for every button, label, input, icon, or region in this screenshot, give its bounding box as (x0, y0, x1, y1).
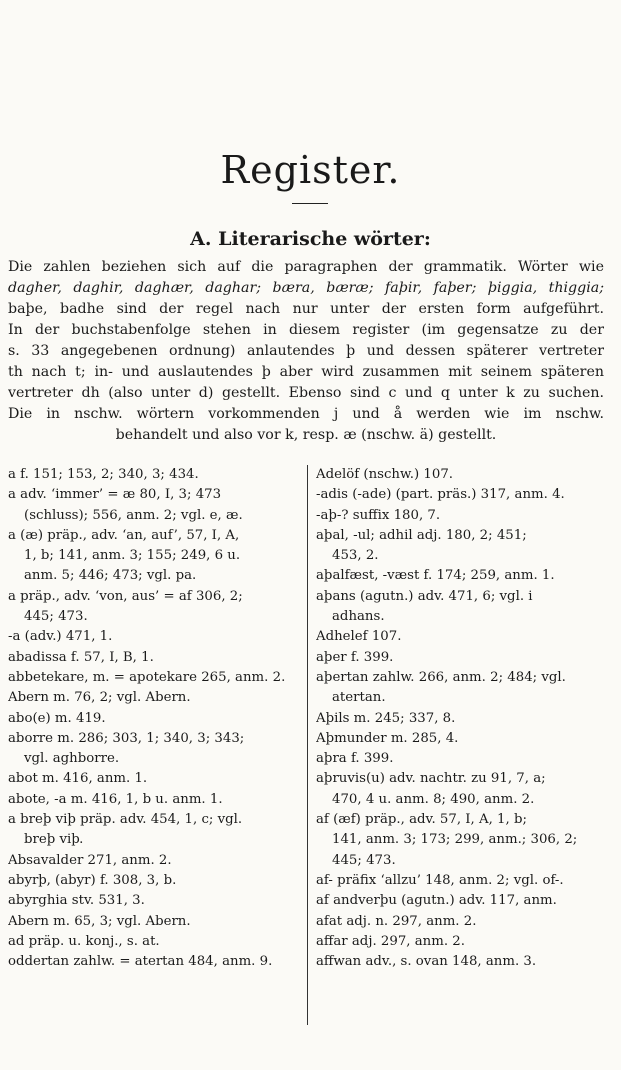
intro-line: s. 33 angegebenen ordnung) anlautendes þ und dessen späterer vertreter (8, 343, 604, 359)
register-entry-line: af andverþu (agutn.) adv. 117, anm. (316, 893, 557, 909)
register-entry-line: aþruvis(u) adv. nachtr. zu 91, 7, a; (316, 771, 546, 787)
register-entry-line: aborre m. 286; 303, 1; 340, 3; 343; (8, 730, 245, 746)
register-entry-line: 470, 4 u. anm. 8; 490, anm. 2. (332, 791, 535, 807)
register-entry-line: abyrþ, (abyr) f. 308, 3, b. (8, 872, 177, 888)
register-entry-line: 445; 473. (24, 609, 88, 625)
register-entry-line: affwan adv., s. ovan 148, anm. 3. (316, 954, 537, 970)
register-entry-line: Abern m. 76, 2; vgl. Abern. (8, 690, 191, 706)
register-entry-line: a (æ) präp., adv. ‘an, auf’, 57, I, A, (8, 527, 240, 543)
register-entry-line: 1, b; 141, anm. 3; 155; 249, 6 u. (24, 548, 241, 564)
register-entry-line: affar adj. 297, anm. 2. (316, 933, 465, 949)
register-entry-line: anm. 5; 446; 473; vgl. pa. (24, 568, 197, 584)
intro-line: Die zahlen beziehen sich auf die paragraphen der grammatik. Wörter wie (8, 259, 604, 275)
intro-line: behandelt und also vor k, resp. æ (nschw. ä) gestellt. (115, 427, 497, 443)
register-entry-line: -aþ-? suffix 180, 7. (316, 507, 441, 523)
register-entry-line: aþans (agutn.) adv. 471, 6; vgl. i (316, 588, 533, 604)
register-entry-line: 445; 473. (332, 852, 396, 868)
register-entry-line: aþal, -ul; adhil adj. 180, 2; 451; (316, 527, 527, 543)
left-column (8, 465, 308, 1025)
register-entry-line: Absavalder 271, anm. 2. (8, 852, 172, 868)
section-heading: A. Literarische wörter: (190, 228, 431, 250)
register-entry-line: Aþils m. 245; 337, 8. (316, 710, 456, 726)
register-entry-line: ad präp. u. konj., s. at. (8, 933, 160, 949)
register-entry-line: a breþ viþ präp. adv. 454, 1, c; vgl. (8, 812, 243, 828)
register-entry-line: abo(e) m. 419. (8, 710, 106, 726)
register-entry-line: oddertan zahlw. = atertan 484, anm. 9. (8, 954, 273, 970)
right-column (308, 465, 608, 1025)
title-rule (292, 203, 328, 204)
register-entry-line: vgl. aghborre. (24, 751, 120, 767)
register-entry-line: breþ viþ. (24, 832, 84, 848)
register-entry-line: abyrghia stv. 531, 3. (8, 893, 145, 909)
register-entry-line: -adis (-ade) (part. präs.) 317, anm. 4. (316, 487, 565, 503)
register-entry-line: Adhelef 107. (316, 629, 402, 645)
register-entry-line: 453, 2. (332, 548, 379, 564)
intro-line: vertreter dh (also unter d) gestellt. Ebenso sind c und q unter k zu suchen. (8, 385, 604, 401)
register-entry-line: a präp., adv. ‘von, aus’ = af 306, 2; (8, 588, 243, 604)
register-entry-line: Aþmunder m. 285, 4. (316, 730, 459, 746)
intro-line: Die in nschw. wörtern vorkommenden j und å werden wie im nschw. (8, 406, 604, 422)
register-entry-line: abote, -a m. 416, 1, b u. anm. 1. (8, 791, 223, 807)
intro-line: dagher, daghir, daghær, daghar; bæra, bæræ; faþir, faþer; þiggia, thiggia; (8, 280, 604, 296)
register-entry-line: aþertan zahlw. 266, anm. 2; 484; vgl. (316, 669, 566, 685)
page-title: Register. (220, 148, 401, 192)
register-entry-line: abot m. 416, anm. 1. (8, 771, 148, 787)
intro-line: baþe, badhe sind der regel nach nur unter der ersten form aufgeführt. (8, 301, 604, 317)
intro-paragraph (8, 257, 604, 446)
register-entry-line: 141, anm. 3; 173; 299, anm.; 306, 2; (332, 832, 578, 848)
register-entry-line: aþra f. 399. (316, 751, 394, 767)
register-entry-line: Abern m. 65, 3; vgl. Abern. (8, 913, 191, 929)
register-entry-line: af (æf) präp., adv. 57, I, A, 1, b; (316, 812, 527, 828)
register-entry-line: a adv. ‘immer’ = æ 80, I, 3; 473 (8, 487, 222, 503)
register-entry-line: (schluss); 556, anm. 2; vgl. e, æ. (24, 507, 243, 523)
register-entry-line: aþalfæst, -væst f. 174; 259, anm. 1. (316, 568, 555, 584)
register-entry-line: aþer f. 399. (316, 649, 394, 665)
register-entry-line: atertan. (332, 690, 386, 706)
register-entry-line: adhans. (332, 609, 385, 625)
register-entry-line: afat adj. n. 297, anm. 2. (316, 913, 477, 929)
register-columns (8, 465, 608, 1025)
register-entry-line: Adelöf (nschw.) 107. (316, 467, 454, 482)
register-entry-line: abadissa f. 57, I, B, 1. (8, 649, 154, 665)
intro-line: th nach t; in- und auslautendes þ aber wird zusammen mit seinem späteren (8, 364, 604, 380)
register-entry-line: abbetekare, m. = apotekare 265, anm. 2. (8, 669, 286, 685)
register-entry-line: -a (adv.) 471, 1. (8, 629, 113, 645)
register-entry-line: af- präfix ‘allzu’ 148, anm. 2; vgl. of-. (316, 872, 564, 888)
register-entry-line: a f. 151; 153, 2; 340, 3; 434. (8, 467, 199, 482)
intro-line: In der buchstabenfolge stehen in diesem register (im gegensatze zu der (8, 322, 604, 338)
